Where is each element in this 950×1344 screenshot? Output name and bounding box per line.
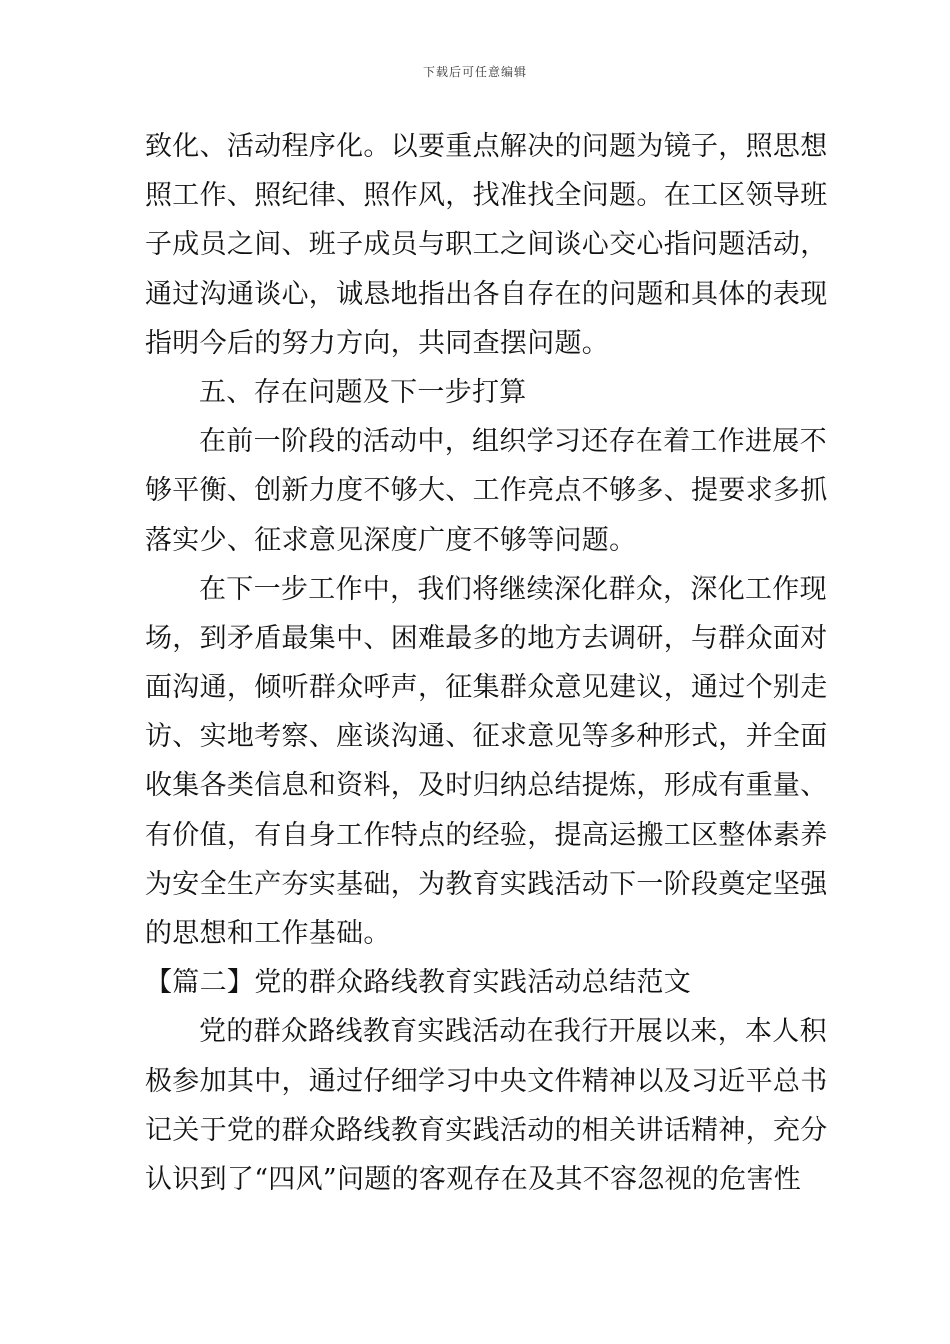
text-line: 在前一阶段的活动中，组织学习还存在着工作进展不 xyxy=(199,426,827,458)
text-line: 面沟通，倾听群众呼声，征集群众意见建议，通过个别走 xyxy=(145,672,828,704)
text-line: 指明今后的努力方向，共同查摆问题。 xyxy=(145,327,610,359)
text-line: 访、实地考察、座谈沟通、征求意见等多种形式，并全面 xyxy=(145,721,828,753)
text-line: 的思想和工作基础。 xyxy=(145,918,391,949)
text-line: 够平衡、创新力度不够大、工作亮点不够多、提要求多抓 xyxy=(145,475,828,507)
document-body xyxy=(145,122,828,1204)
section-heading: 五、存在问题及下一步打算 xyxy=(199,376,527,408)
text-line: 认识到了“四风”问题的客观存在及其不容忽视的危害性 xyxy=(145,1163,802,1195)
text-line: 有价值，有自身工作特点的经验，提高运搬工区整体素养 xyxy=(145,819,828,851)
text-line: 落实少、征求意见深度广度不够等问题。 xyxy=(145,524,637,556)
page-header: 下载后可任意编辑 xyxy=(422,65,527,79)
text-line: 照工作、照纪律、照作风，找准找全问题。在工区领导班 xyxy=(145,180,828,212)
text-line: 子成员之间、班子成员与职工之间谈心交心指问题活动， xyxy=(145,229,828,261)
text-line: 场，到矛盾最集中、困难最多的地方去调研，与群众面对 xyxy=(145,622,828,654)
text-line: 极参加其中，通过仔细学习中央文件精神以及习近平总书 xyxy=(145,1065,828,1097)
article-title: 【篇二】党的群众路线教育实践活动总结范文 xyxy=(145,967,691,999)
text-line: 通过沟通谈心，诚恳地指出各自存在的问题和具体的表现 xyxy=(145,278,828,310)
text-line: 收集各类信息和资料，及时归纳总结提炼，形成有重量、 xyxy=(145,770,828,802)
text-line: 在下一步工作中，我们将继续深化群众，深化工作现 xyxy=(199,573,827,605)
text-line: 为安全生产夯实基础，为教育实践活动下一阶段奠定坚强 xyxy=(145,868,828,900)
text-line: 党的群众路线教育实践活动在我行开展以来，本人积 xyxy=(199,1016,827,1048)
text-line: 致化、活动程序化。以要重点解决的问题为镜子，照思想 xyxy=(145,131,828,162)
text-line: 记关于党的群众路线教育实践活动的相关讲话精神，充分 xyxy=(145,1114,828,1146)
